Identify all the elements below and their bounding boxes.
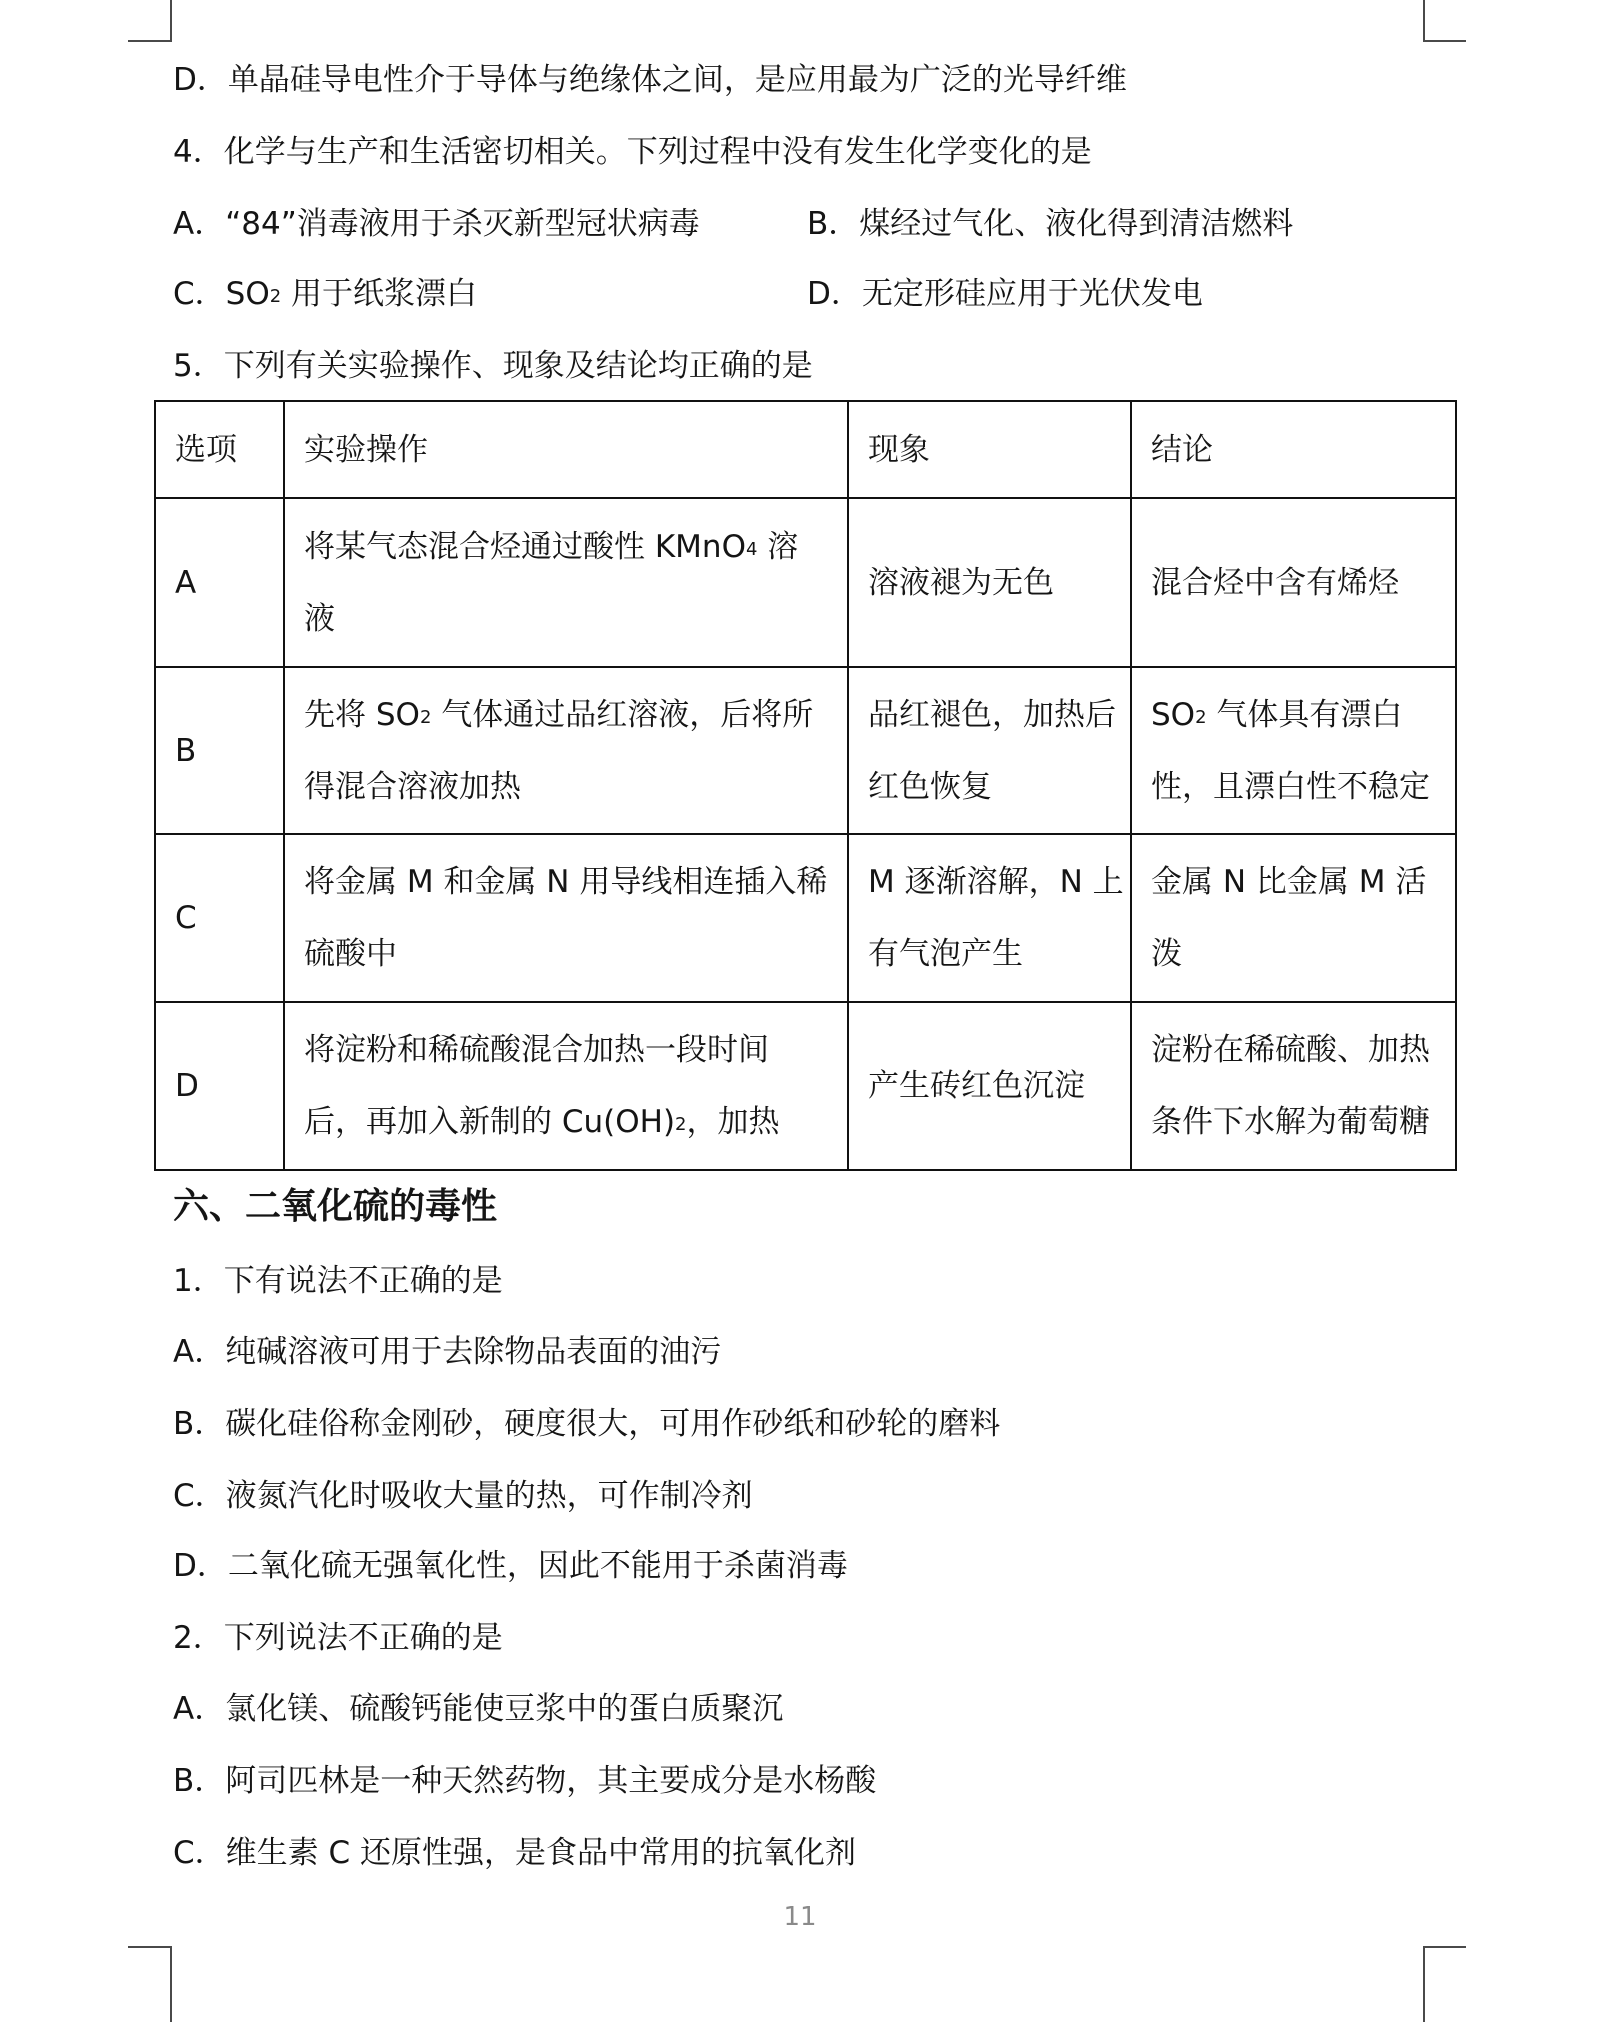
cell-line: 溶液褪为无色 bbox=[868, 564, 1054, 601]
table-row bbox=[155, 1002, 1456, 1170]
cell-line: 性，且漂白性不稳定 bbox=[1151, 768, 1430, 805]
table-cell-phenomenon bbox=[848, 498, 1131, 667]
cell-line: 产生砖红色沉淀 bbox=[868, 1068, 1085, 1104]
table-row bbox=[155, 667, 1456, 834]
table-cell-option bbox=[155, 1002, 284, 1170]
subscript: 2 bbox=[419, 706, 432, 728]
table-cell-conclusion bbox=[1131, 834, 1456, 1002]
q4-option-a: A．“84”消毒液用于杀灭新型冠状病毒 bbox=[173, 206, 700, 242]
table-cell-conclusion bbox=[1131, 1002, 1456, 1170]
s6-q1-stem: 1．下有说法不正确的是 bbox=[173, 1263, 503, 1299]
crop-mark-top-right-vertical bbox=[1423, 0, 1425, 40]
cell-text: ，加热 bbox=[686, 1104, 780, 1140]
q4-option-c-text: C．SO bbox=[173, 276, 270, 312]
table-header-row bbox=[155, 401, 1456, 498]
cell-line: 将淀粉和稀硫酸混合加热一段时间 bbox=[304, 1032, 769, 1068]
cell-text: 将某气态混合烃通过酸性 KMnO bbox=[304, 528, 746, 565]
table-header-option bbox=[155, 401, 284, 498]
cell-line: C bbox=[175, 900, 197, 936]
cell-line: M 逐渐溶解，N 上 bbox=[868, 864, 1124, 900]
table-cell-option bbox=[155, 498, 284, 667]
cell-line: 淀粉在稀硫酸、加热 bbox=[1151, 1032, 1430, 1068]
header-label: 现象 bbox=[868, 431, 930, 468]
s6-q2-option-a: A．氯化镁、硫酸钙能使豆浆中的蛋白质聚沉 bbox=[173, 1691, 784, 1727]
table-cell-operation bbox=[284, 1002, 848, 1170]
table-cell-option bbox=[155, 667, 284, 834]
cell-text: 后，再加入新制的 Cu(OH) bbox=[304, 1104, 676, 1140]
cell-text: 溶 bbox=[757, 528, 799, 565]
table-cell-phenomenon bbox=[848, 834, 1131, 1002]
table-row bbox=[155, 834, 1456, 1002]
cell-line: 有气泡产生 bbox=[868, 936, 1023, 972]
cell-line: A bbox=[175, 564, 197, 601]
q4-stem: 4．化学与生产和生活密切相关。下列过程中没有发生化学变化的是 bbox=[173, 134, 1092, 170]
cell-text: 气体具有漂白 bbox=[1206, 696, 1403, 733]
carryover-option-d: D．单晶硅导电性介于导体与绝缘体之间，是应用最为广泛的光导纤维 bbox=[173, 62, 1127, 98]
table-header-phenomenon bbox=[848, 401, 1131, 498]
s6-q1-option-c: C．液氮汽化时吸收大量的热，可作制冷剂 bbox=[173, 1478, 753, 1514]
header-label: 选项 bbox=[175, 431, 237, 468]
s6-q2-option-c: C．维生素 C 还原性强，是食品中常用的抗氧化剂 bbox=[173, 1835, 856, 1871]
table-cell-conclusion bbox=[1131, 498, 1456, 667]
cell-line: 品红褪色，加热后 bbox=[868, 696, 1116, 733]
cell-line bbox=[304, 679, 847, 751]
cell-line bbox=[304, 511, 847, 583]
s6-q1-option-d: D．二氧化硫无强氧化性，因此不能用于杀菌消毒 bbox=[173, 1548, 848, 1584]
crop-mark-bottom-right-vertical bbox=[1423, 1946, 1425, 2022]
cell-line: 硫酸中 bbox=[304, 936, 397, 972]
s6-q1-option-b: B．碳化硅俗称金刚砂，硬度很大，可用作砂纸和砂轮的磨料 bbox=[173, 1406, 1001, 1442]
s6-q2-stem: 2．下列说法不正确的是 bbox=[173, 1620, 503, 1656]
subscript: 2 bbox=[675, 1113, 687, 1135]
header-label: 实验操作 bbox=[304, 431, 428, 468]
table-header-conclusion bbox=[1131, 401, 1456, 498]
cell-line: 将金属 M 和金属 N 用导线相连插入稀 bbox=[304, 864, 828, 900]
subscript: 2 bbox=[1195, 706, 1207, 728]
cell-text: 气体通过品红溶液，后将所 bbox=[431, 696, 814, 733]
experiment-table bbox=[154, 400, 1457, 1171]
cell-line: 条件下水解为葡萄糖 bbox=[1151, 1104, 1430, 1140]
table-header-operation bbox=[284, 401, 848, 498]
crop-mark-bottom-left-horizontal bbox=[128, 1946, 172, 1948]
header-label: 结论 bbox=[1151, 431, 1213, 468]
table-cell-phenomenon bbox=[848, 1002, 1131, 1170]
cell-line: D bbox=[175, 1068, 199, 1104]
q4-option-b: B．煤经过气化、液化得到清洁燃料 bbox=[807, 206, 1294, 242]
page-number: 11 bbox=[783, 1902, 817, 1932]
cell-text: SO bbox=[1151, 696, 1196, 733]
cell-line: 红色恢复 bbox=[868, 768, 992, 805]
cell-line: 泼 bbox=[1151, 936, 1182, 972]
table-cell-phenomenon bbox=[848, 667, 1131, 834]
cell-line: 液 bbox=[304, 600, 335, 637]
q4-option-d: D．无定形硅应用于光伏发电 bbox=[807, 276, 1203, 312]
section-heading: 六、二氧化硫的毒性 bbox=[173, 1186, 498, 1227]
cell-line: 混合烃中含有烯烃 bbox=[1151, 564, 1399, 601]
cell-line: 得混合溶液加热 bbox=[304, 768, 521, 805]
s6-q1-option-a: A．纯碱溶液可用于去除物品表面的油污 bbox=[173, 1334, 722, 1370]
crop-mark-bottom-right-horizontal bbox=[1423, 1946, 1466, 1948]
cell-line bbox=[1151, 679, 1455, 751]
s6-q2-option-b: B．阿司匹林是一种天然药物，其主要成分是水杨酸 bbox=[173, 1763, 877, 1799]
crop-mark-top-left-horizontal bbox=[128, 40, 172, 42]
table-cell-conclusion bbox=[1131, 667, 1456, 834]
table-cell-operation bbox=[284, 498, 848, 667]
table-cell-option bbox=[155, 834, 284, 1002]
table-cell-operation bbox=[284, 834, 848, 1002]
subscript: 2 bbox=[269, 285, 282, 307]
cell-line: B bbox=[175, 732, 197, 769]
q4-option-c-text-rest: 用于纸浆漂白 bbox=[281, 276, 478, 312]
subscript: 4 bbox=[745, 538, 758, 560]
cell-text: 先将 SO bbox=[304, 696, 420, 733]
crop-mark-top-left-vertical bbox=[170, 0, 172, 40]
table-cell-operation bbox=[284, 667, 848, 834]
q5-stem: 5．下列有关实验操作、现象及结论均正确的是 bbox=[173, 348, 813, 384]
cell-line: 金属 N 比金属 M 活 bbox=[1151, 864, 1427, 900]
table-row bbox=[155, 498, 1456, 667]
q4-option-c bbox=[173, 274, 477, 314]
crop-mark-bottom-left-vertical bbox=[170, 1946, 172, 2022]
cell-line bbox=[304, 1086, 847, 1158]
crop-mark-top-right-horizontal bbox=[1423, 40, 1466, 42]
